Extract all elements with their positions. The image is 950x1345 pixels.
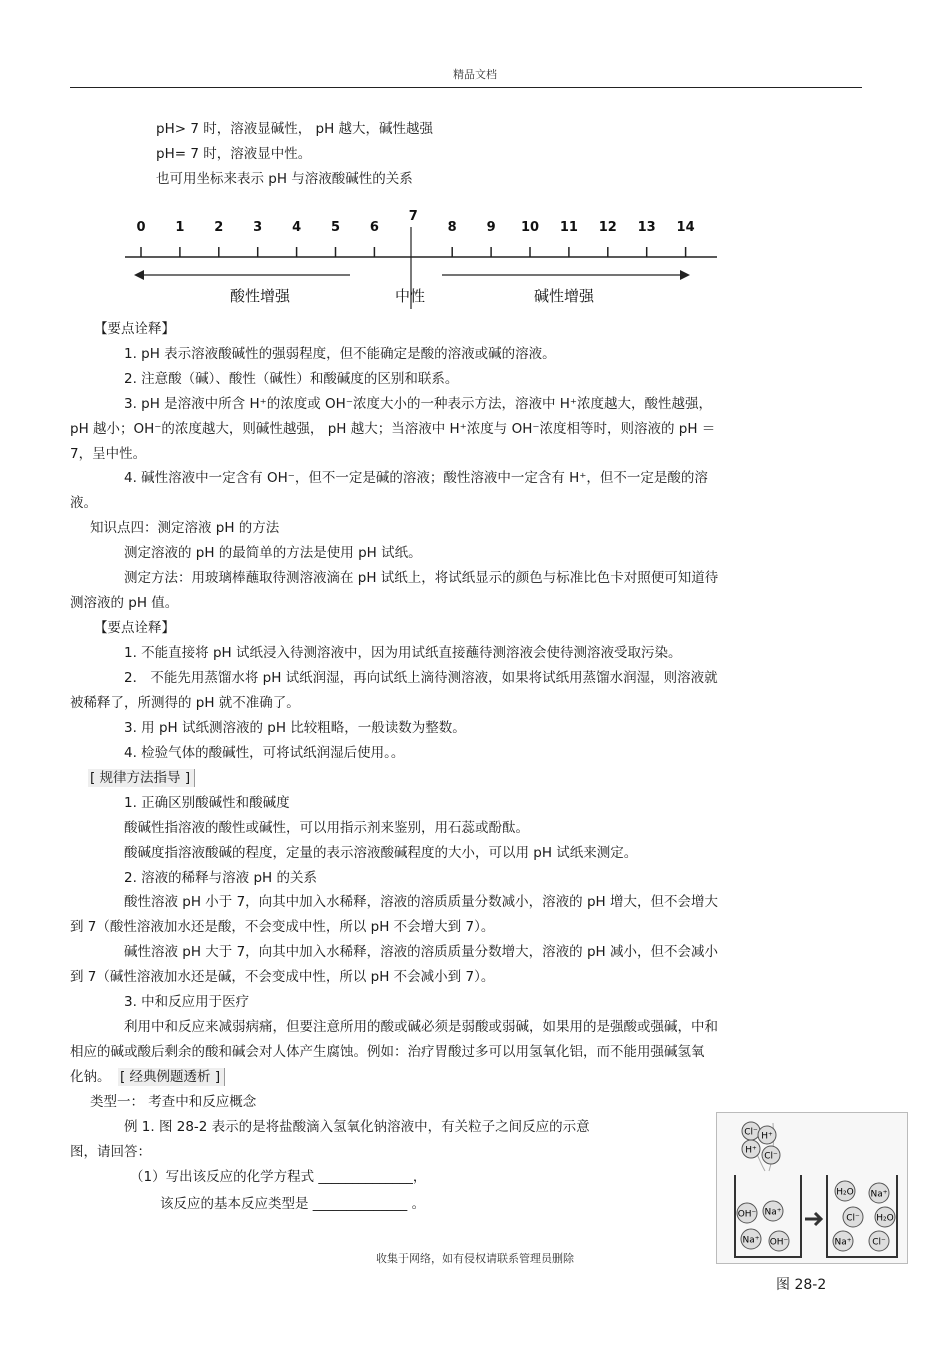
text-line: 也可用坐标来表示 pH 与溶液酸碱性的关系 [156,171,413,187]
svg-text:Cl⁻: Cl⁻ [744,1127,758,1138]
text-line: 到 7（酸性溶液加水还是酸，不会变成中性，所以 pH 不会增大到 7）。 [70,919,495,935]
figure-caption: 图 28-2 [776,1277,827,1293]
base-label: 碱性增强 [533,287,595,305]
svg-text:Na⁺: Na⁺ [764,1207,782,1218]
section-heading: 【要点诠释】 [94,620,175,636]
text-line: 1. 不能直接将 pH 试纸浸入待测溶液中，因为用试纸直接蘸待测溶液会使待测溶液受取污染。 [124,645,682,661]
text-line: 被稀释了，所测得的 pH 就不准确了。 [70,695,300,711]
text-line: 4. 检验气体的酸碱性，可将试纸润湿后使用。。 [124,745,405,761]
svg-text:Na⁺: Na⁺ [834,1237,852,1248]
ph-tick-label: 12 [598,220,617,235]
ph-tick-label: 1 [175,220,185,235]
question-line: （1）写出该反应的化学方程式 ______________， [130,1169,427,1185]
svg-text:Cl⁻: Cl⁻ [846,1213,860,1224]
svg-text:H₂O: H₂O [876,1213,894,1224]
reaction-figure [716,1112,908,1264]
text-line: 1. pH 表示溶液酸碱性的强弱程度，但不能确定是酸的溶液或碱的溶液。 [124,346,556,362]
reaction-arrow [805,1213,821,1225]
ph-tick-label: 7 [408,209,418,224]
text-line: 酸碱性指溶液的酸性或碱性，可以用指示剂来鉴别，用石蕊或酚酞。 [124,820,529,836]
neutral-label: 中性 [394,287,426,305]
text-line: 酸碱度指溶液酸碱的程度，定量的表示溶液酸碱程度的大小，可以用 pH 试纸来测定。 [124,845,638,861]
svg-text:Cl⁻: Cl⁻ [872,1237,886,1248]
page-footer: 收集于网络，如有侵权请联系管理员删除 [376,1252,574,1265]
text-line: 7，呈中性。 [70,446,147,462]
svg-text:H₂O: H₂O [836,1187,854,1198]
ion-particle [758,1126,776,1144]
ph-tick-label: 6 [369,220,379,235]
ion-particle [742,1140,760,1158]
svg-text:Na⁺: Na⁺ [870,1189,888,1200]
ion-particle [869,1231,889,1251]
svg-text:OH⁻: OH⁻ [769,1237,789,1248]
text-line: 酸性溶液 pH 小于 7，向其中加入水稀释，溶液的溶质质量分数减小，溶液的 pH 增大，但不会增大 [124,894,718,910]
header-divider [70,87,862,88]
ion-particle [833,1231,853,1251]
text-line: 碱性溶液 pH 大于 7，向其中加入水稀释，溶液的溶质质量分数增大，溶液的 pH 减小，但不会减小 [124,944,718,960]
ion-particle [843,1207,863,1227]
ion-particle [835,1181,855,1201]
text-line: pH 越小；OH⁻的浓度越大，则碱性越强， pH 越大；当溶液中 H⁺浓度与 OH⁻浓度相等时，则溶液的 pH ＝ [70,421,716,437]
svg-text:Cl⁻: Cl⁻ [764,1151,778,1162]
svg-text:Na⁺: Na⁺ [742,1235,760,1246]
ion-particle [741,1229,761,1249]
ph-scale-diagram [120,205,720,310]
ph-tick-label: 9 [486,220,496,235]
ph-tick-label: 2 [214,220,224,235]
ion-particle [875,1207,895,1227]
text-line: 测定溶液的 pH 的最简单的方法是使用 pH 试纸。 [124,545,422,561]
question-line: 该反应的基本反应类型是 ______________ 。 [160,1196,426,1212]
text-line: 利用中和反应来减弱病痛，但要注意所用的酸或碱必须是弱酸或弱碱，如果用的是强酸或强碱，中和 [124,1019,718,1035]
ion-particle [762,1146,780,1164]
svg-text:H⁺: H⁺ [761,1131,773,1142]
section-heading: 类型一： 考查中和反应概念 [90,1094,257,1110]
ion-particle [763,1201,783,1221]
text-line: 测定方法：用玻璃棒蘸取待测溶液滴在 pH 试纸上，将试纸显示的颜色与标准比色卡对照便可知道待 [124,570,719,586]
text-line: pH= 7 时，溶液显中性。 [156,146,312,162]
text-line: 4. 碱性溶液中一定含有 OH⁻，但不一定是碱的溶液；酸性溶液中一定含有 H⁺，但不一定是酸的溶 [124,470,708,486]
svg-text:H⁺: H⁺ [745,1145,757,1156]
text-line: 3. 中和反应用于医疗 [124,994,250,1010]
text-line: 图，请回答： [70,1144,151,1160]
ph-tick-label: 4 [292,220,302,235]
ion-particle [737,1203,757,1223]
text-line: 液。 [70,495,97,511]
text-line: 化钠。 [70,1069,111,1085]
section-heading: 知识点四：测定溶液 pH 的方法 [90,520,280,536]
ph-tick-label: 11 [559,220,578,235]
text-line: 2. 注意酸（碱）、酸性（碱性）和酸碱度的区别和联系。 [124,371,459,387]
svg-text:OH⁻: OH⁻ [737,1209,757,1220]
text-line: 到 7（碱性溶液加水还是碱，不会变成中性，所以 pH 不会减小到 7）。 [70,969,495,985]
text-line: 2． 不能先用蒸馏水将 pH 试纸润湿，再向试纸上滴待测溶液，如果将试纸用蒸馏水润湿，则溶液就 [124,670,718,686]
ion-particle [769,1231,789,1251]
text-line: 2. 溶液的稀释与溶液 pH 的关系 [124,870,317,886]
acid-label: 酸性增强 [229,287,291,305]
ion-particle [869,1183,889,1203]
text-line: 3. pH 是溶液中所含 H⁺的浓度或 OH⁻浓度大小的一种表示方法，溶液中 H⁺浓度越大，酸性越强， [124,396,713,412]
text-line: 相应的碱或酸后剩余的酸和碱会对人体产生腐蚀。例如：治疗胃酸过多可以用氢氧化铝，而不能用强碱氢氧 [70,1044,705,1060]
ph-tick-label: 8 [447,220,457,235]
ph-tick-label: 14 [676,220,695,235]
section-heading: [ 规律方法指导 ] [88,769,195,787]
text-line: pH> 7 时，溶液显碱性， pH 越大，碱性越强 [156,121,434,137]
page-header: 精品文档 [453,68,497,81]
ph-tick-label: 5 [330,220,341,235]
ph-tick-label: 0 [136,220,146,235]
text-line: 测溶液的 pH 值。 [70,595,179,611]
text-line: 1. 正确区别酸碱性和酸碱度 [124,795,290,811]
ph-tick-label: 10 [520,220,540,235]
text-line: 3. 用 pH 试纸测溶液的 pH 比较粗略，一般读数为整数。 [124,720,466,736]
section-heading: 【要点诠释】 [94,321,175,337]
text-line: 例 1. 图 28-2 表示的是将盐酸滴入氢氧化钠溶液中，有关粒子之间反应的示意 [124,1119,590,1135]
ph-tick-label: 13 [637,220,656,235]
section-heading: [ 经典例题透析 ] [118,1068,225,1086]
ph-tick-label: 3 [253,220,263,235]
ion-particle [742,1122,760,1140]
